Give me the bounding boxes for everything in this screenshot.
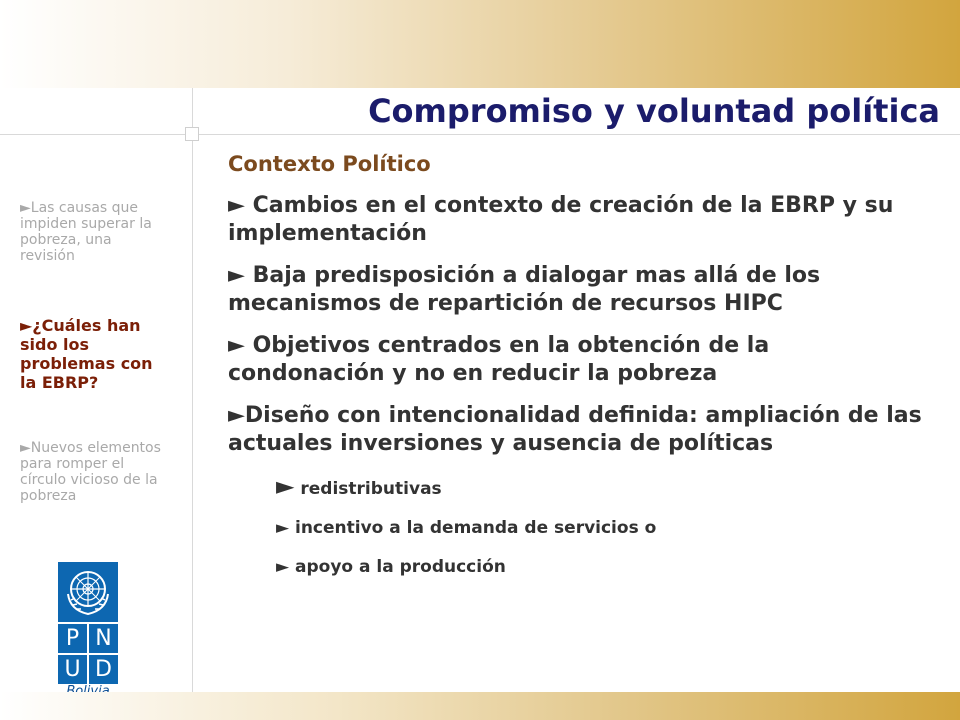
- section-subtitle: Contexto Político: [228, 152, 431, 176]
- logo-letter-p: P: [58, 624, 87, 653]
- logo-letter-d: D: [89, 655, 118, 684]
- header-divider-line: [0, 134, 960, 135]
- bullet-item: ►Diseño con intencionalidad definida: ampliación de las actuales inversiones y ausencia de políticas: [228, 403, 922, 456]
- sub-bullet-item: [276, 472, 928, 500]
- bullet-item: ► Cambios en el contexto de creación de la EBRP y su implementación: [228, 193, 894, 246]
- pnud-logo: [58, 562, 120, 699]
- logo-letter-n: N: [89, 624, 118, 653]
- logo-letter-u: U: [58, 655, 87, 684]
- sidebar-item-problems[interactable]: ►¿Cuáles han sido los problemas con la EBRP?: [20, 316, 153, 392]
- bullet-item: ► Baja predisposición a dialogar mas allá de los mecanismos de repartición de recursos HIPC: [228, 263, 821, 316]
- sub-bullet-text: redistributivas: [300, 479, 442, 499]
- sidebar-item-causes[interactable]: ►Las causas que impiden superar la pobreza, una revisión: [20, 200, 152, 264]
- arrow-icon: ►: [276, 557, 290, 577]
- un-emblem-icon: [58, 562, 118, 622]
- bullet-item: ► Objetivos centrados en la obtención de la condonación y no en reducir la pobreza: [228, 333, 770, 386]
- slide-content: [228, 150, 928, 594]
- sub-bullet-item: [276, 517, 928, 539]
- sidebar-item-new-elements[interactable]: ►Nuevos elementos para romper el círculo vicioso de la pobreza: [20, 440, 161, 504]
- arrow-icon: ►: [276, 472, 295, 500]
- sub-bullet-item: [276, 556, 928, 578]
- sidebar-divider-line: [192, 88, 193, 692]
- sub-bullet-text: apoyo a la producción: [295, 557, 506, 577]
- sidebar-navigation: [20, 200, 170, 504]
- header-gradient-band: [0, 0, 960, 88]
- arrow-icon: ►: [276, 518, 290, 538]
- sub-bullet-text: incentivo a la demanda de servicios o: [295, 518, 657, 538]
- footer-gradient-band: [0, 692, 960, 720]
- slide-title: Compromiso y voluntad política: [368, 92, 940, 130]
